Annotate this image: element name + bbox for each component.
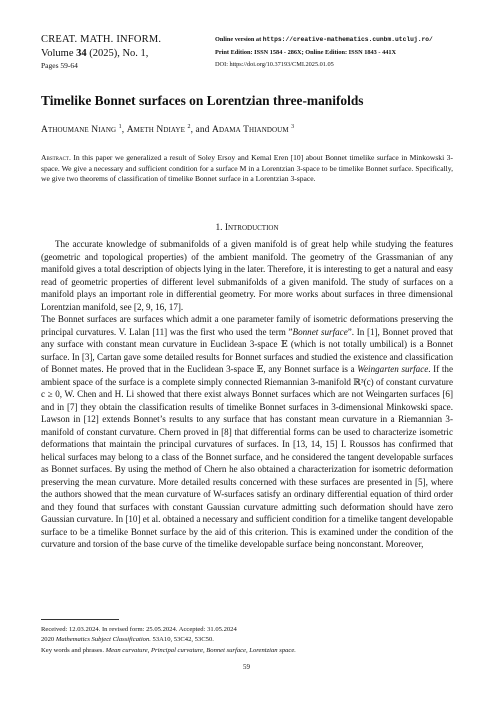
journal-volume: Volume 34 (2025), No. 1, [41,48,149,59]
footnote-rule [41,619,119,620]
online-url-link[interactable]: https://creative-mathematics.cunbm.utcluj.ro/ [262,36,433,43]
journal-header-right [215,34,475,72]
author-name: Athoumane Niang [41,125,117,136]
received-dates: Received: 12.03.2024. In revised form: 25.05.2024. Accepted: 31.05.2024 [41,626,237,633]
paper-title: Timelike Bonnet surfaces on Lorentzian three-manifolds [41,93,364,108]
author-affiliation: 2 [187,124,191,130]
author-affiliation: 1 [118,124,122,130]
page-number: 59 [243,663,250,671]
keywords: Key words and phrases. Mean curvature, Principal curvature, Bonnet surface, Lorentzian space. [41,646,296,654]
volume-number: 34 [76,48,87,59]
section-title: Introduction [224,223,279,233]
doi-line[interactable]: DOI: https://doi.org/10.37193/CMI.2025.01.05 [215,61,334,68]
msc-classification: 2020 Mathematics Subject Classification. 53A10, 53C42, 53C50. [41,636,214,644]
author-name: Adama Thiandoum [212,125,289,136]
issn-line: Print Edition: ISSN 1584 - 286X; Online Edition: ISSN 1843 - 441X [215,48,397,56]
footnotes [41,625,461,656]
abstract-text: In this paper we generalized a result of Soley Ersoy and Kemal Eren [10] about Bonnet timelike surface in Minkowski 3-space. We give a necessary and sufficient condition for a surface M in a Lorentzian 3-space to be timelike Bonnet surface. Specifically, we give two theorems of classification of timelike Bonnet surface in a Lorentzian 3-space. [41,153,453,184]
abstract [41,153,453,185]
body-text [41,238,453,551]
author-list: Athoumane Niang $^1$, Ameth Ndiaye $^2$, and Adama Thiandoum $^3$ [41,124,295,136]
italic-term: Bonnet surface [292,326,348,337]
online-version: Online version at https://creative-mathematics.cunbm.utcluj.ro/ [215,36,433,43]
author-affiliation: 3 [291,124,295,130]
section-heading: 1. Introduction [215,223,279,233]
paragraph: The Bonnet surfaces are surfaces which admit a one parameter family of isometric deformations preserving the principal curvatures. V. Lalan [11] was the first who used the term ”Bonnet surface”. In [1], Bonnet proved that any surface with constant mean curvature in Euclidean 3-space 𝔼 (which is not totally umbilical) is a Bonnet surface. In [3], Cartan gave some detailed results for Bonnet surfaces and studied the existence and classification of Bonnet mates. He proved that in the Euclidean 3-space 𝔼, any Bonnet surface is a Weingarten surface. If the ambient space of the surface is a complete simply connected Riemannian 3-manifold ℝ³(c) of constant curvature c ≥ 0, W. Chen and H. Li showed that there exist always Bonnet surfaces which are not Weingarten surfaces [6] and in [7] they obtain the classification results of timelike Bonnet surfaces in 3-dimensional Minkowski space. Lawson in [12] extends Bonnet’s results to any surface that has constant mean curvature in a Riemannian 3-manifold of constant curvature. Chern proved in [8] that differential forms can be used to characterize isometric deformations that maintain the principal curvatures of surfaces. In [13, 14, 15] I. Roussos has confirmed that helical surfaces may belong to a class of the Bonnet surface, and he considered the tangent developable surfaces as Bonnet surfaces. By using the method of Chern he also obtained a characterization for isometric deformation preserving the mean curvature. More detailed results concerned with these surfaces are presented in [5], where the authors showed that the mean curvature of W-surfaces satisfy an ordinary differential equation of third order and they found that surfaces with constant Gaussian curvature admitting such deformation should have zero Gaussian curvature. In [10] et al. obtained a necessary and sufficient condition for a timelike tangent developable surface to be a timelike Bonnet surface by the aid of this criterion. This is examined under the condition of the curvature and torsion of the base curve of the timelike developable surface being nonconstant. Moreover, [41,314,453,549]
paragraph: The accurate knowledge of submanifolds of a given manifold is of great help while studying the features (geometric and topological properties) of the ambient manifold. The geometry of the Grassmanian of any manifold gives a total description of objects lying in the later. Therefore, it is interesting to get a natural and easy read of geometric properties of different level submanifolds of a given manifold. The study of surfaces on a manifold plays an important role in differential geometry. For more works about surfaces in three dimensional Lorentzian manifold, see [2, 9, 16, 17]. [41,239,453,312]
journal-name: CREAT. MATH. INFORM. [41,34,162,45]
author-name: Ameth Ndiaye [126,125,185,136]
abstract-label: Abstract. [41,153,71,162]
italic-term: Weingarten surface [357,364,429,374]
journal-header-left [41,33,211,72]
journal-pages: Pages 59-64 [41,61,78,70]
